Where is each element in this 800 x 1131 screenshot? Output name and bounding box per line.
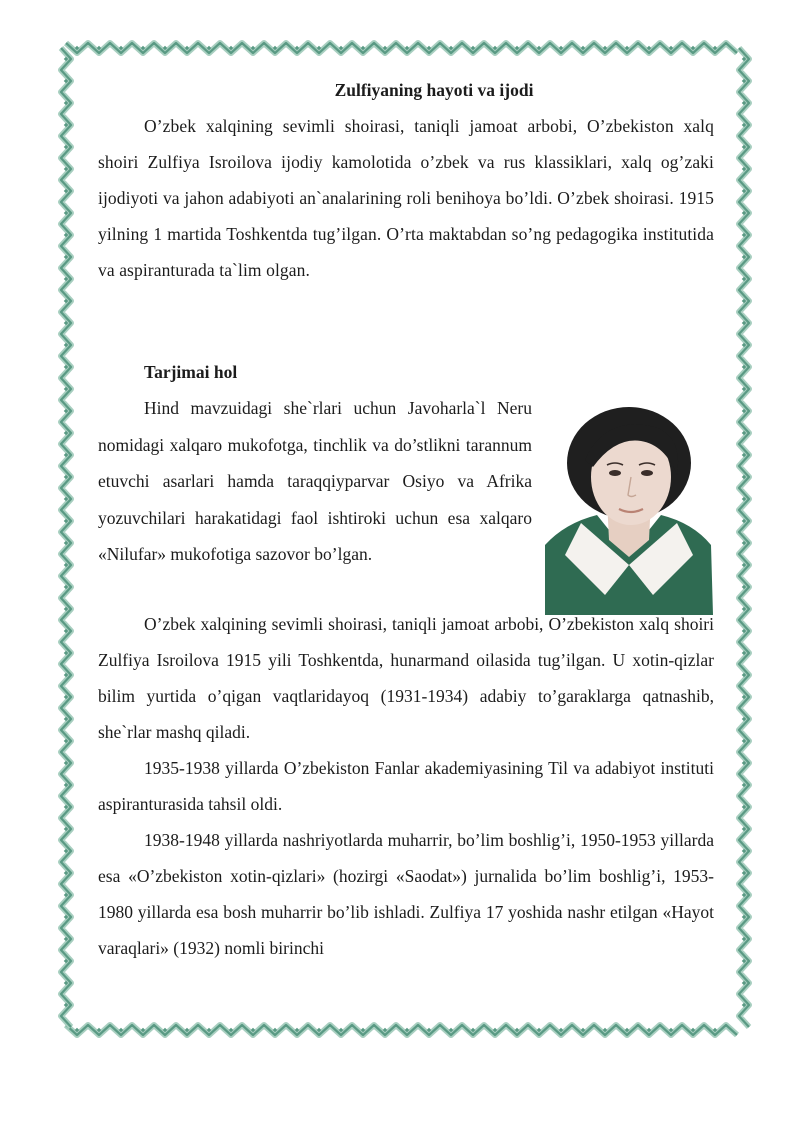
bio-section-wrapped bbox=[98, 390, 532, 573]
bio-section-full bbox=[98, 606, 714, 966]
section-heading: Tarjimai hol bbox=[144, 362, 238, 382]
document-title: Zulfiyaning hayoti va ijodi bbox=[334, 80, 534, 100]
bio-paragraph-4: 1938-1948 yillarda nashriyotlarda muharrir, bo’lim boshlig’i, 1950-1953 yillarda esa «O’zbekiston xotin-qizlari» (hozirgi «Saodat») jurnalida bo’lim boshlig’i, 1953-1980 yillarda esa bosh muharrir bo’lib ishladi. Zulfiya 17 yoshida nashr etilgan «Hayot varaqlari» (1932) nomli birinchi bbox=[98, 830, 714, 958]
bio-paragraph-3: 1935-1938 yillarda O’zbekiston Fanlar akademiyasining Til va adabiyot instituti aspiranturasida tahsil oldi. bbox=[98, 758, 714, 814]
intro-paragraph: O’zbek xalqining sevimli shoirasi, taniqli jamoat arbobi, O’zbekiston xalq shoiri Zulfiya Isroilova ijodiy kamolotida o’zbek va rus klassiklari, xalq og’zaki ijodiyoti va jahon adabiyoti an`analarining roli benihoya bo’ldi. O’zbek shoirasi. 1915 yilning 1 martida Toshkentda tug’ilgan. O’rta maktabdan so’ng pedagogika institutida va aspiranturada ta`lim olgan. bbox=[98, 116, 714, 280]
portrait-photo bbox=[545, 405, 713, 615]
intro-section bbox=[98, 108, 714, 288]
bio-paragraph-2: O’zbek xalqining sevimli shoirasi, taniqli jamoat arbobi, O’zbekiston xalq shoiri Zulfiya Isroilova 1915 yili Toshkentda, hunarmand oilasida tug’ilgan. U xotin-qizlar bilim yurtida o’qigan vaqtlaridayoq (1931-1934) adabiy to’garaklarga qatnashib, she`rlar mashq qiladi. bbox=[98, 614, 714, 742]
bio-paragraph-1: Hind mavzuidagi she`rlari uchun Javoharla`l Neru nomidagi xalqaro mukofotga, tinchlik va do’stlikni tarannum etuvchi asarlari hamda taraqqiyparvar Osiyo va Afrika yozuvchilari harakatidagi faol ishtiroki uchun esa xalqaro «Nilufar» mukofotiga sazovor bo’lgan. bbox=[98, 398, 532, 564]
